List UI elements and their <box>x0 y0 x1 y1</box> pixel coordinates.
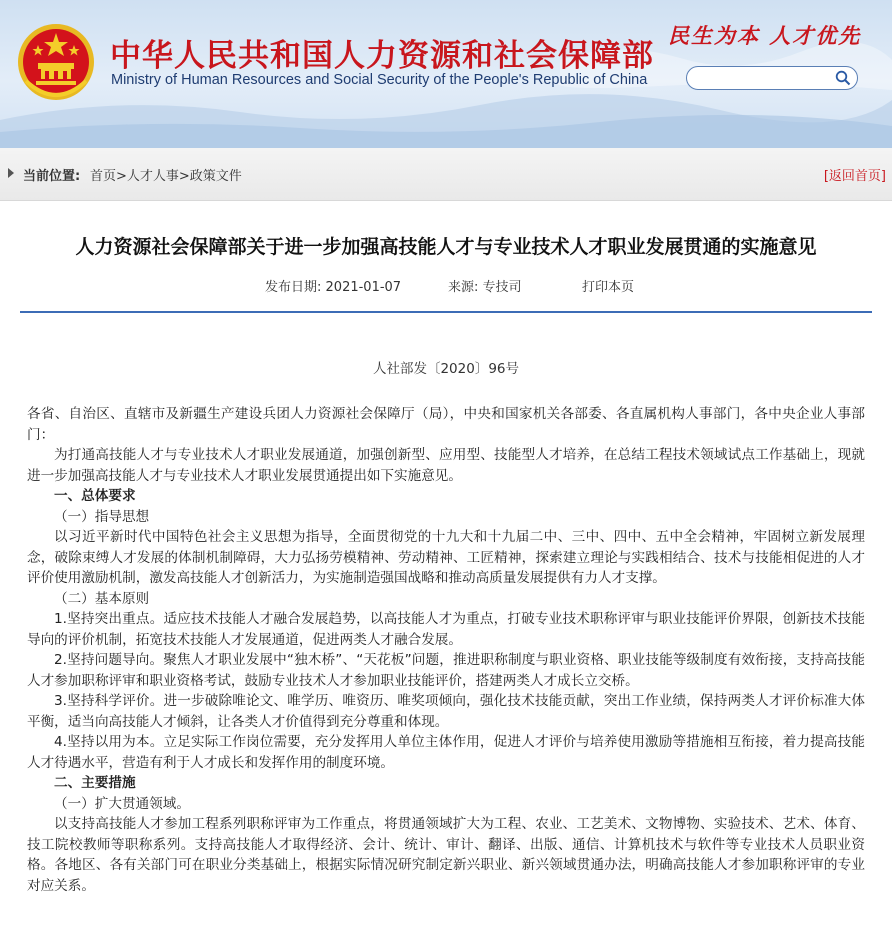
publish-date-value: 2021-01-07 <box>325 280 402 295</box>
back-home-link[interactable]: [返回首页] <box>823 169 886 184</box>
site-title-cn: 中华人民共和国人力资源和社会保障部 <box>110 38 654 74</box>
paragraph: 为打通高技能人才与专业技术人才职业发展通道，加强创新型、应用型、技能型人才培养，在总结工程技术领域试点工作基础上，现就进一步加强高技能人才与专业技术人才职业发展贯通提出如下实施意见。 <box>27 447 865 484</box>
section-heading: 二、主要措施 <box>54 775 136 791</box>
title-divider <box>20 311 872 313</box>
paragraph: 4.坚持以用为本。立足实际工作岗位需要，充分发挥用人单位主体作用，促进人才评价与培养使用激励等措施相互衔接，着力提高技能人才待遇水平，营造有利于人才成长和发挥作用的制度环境。 <box>27 734 865 771</box>
paragraph: 3.坚持科学评价。进一步破除唯论文、唯学历、唯资历、唯奖项倾向，强化技术技能贡献，突出工作业绩，保持两类人才评价标准大体平衡，适当向高技能人才倾斜，让各类人才价值得到充分尊重和体现。 <box>27 693 865 730</box>
print-link[interactable]: 打印本页 <box>582 280 635 295</box>
subsection-heading: （一）扩大贯通领域。 <box>54 795 190 812</box>
breadcrumb <box>0 148 892 201</box>
national-emblem-icon <box>16 21 96 103</box>
subsection-heading: （二）基本原则 <box>54 590 150 607</box>
subsection-heading: （一）指导思想 <box>54 508 150 525</box>
paragraph: 以习近平新时代中国特色社会主义思想为指导，全面贯彻党的十九大和十九届二中、三中、四中、五中全会精神，牢固树立新发展理念，破除束缚人才发展的体制机制障碍，大力弘扬劳模精神、劳动精神、工匠精神，探索建立理论与实践相结合、技术与技能相促进的人才评价使用激励机制，激发高技能人才创新活力，为实施制造强国战略和推动高质量发展提供有力人才支撑。 <box>27 529 865 586</box>
document-number: 人社部发〔2020〕96号 <box>372 361 520 377</box>
breadcrumb-path[interactable]: 首页>人才人事>政策文件 <box>90 169 242 184</box>
source-label: 来源: <box>448 280 479 295</box>
site-title-en: Ministry of Human Resources and Social Security of the People's Republic of China <box>111 72 648 88</box>
paragraph: 2.坚持问题导向。聚焦人才职业发展中“独木桥”、“天花板”问题，推进职称制度与职业资格、职业技能等级制度有效衔接，支持高技能人才参加职称评审和职业资格考试，鼓励专业技术人才参加职业技能评价，搭建两类人才成长立交桥。 <box>27 652 865 689</box>
article-title: 人力资源社会保障部关于进一步加强高技能人才与专业技术人才职业发展贯通的实施意见 <box>75 236 817 258</box>
search-input[interactable] <box>686 66 858 90</box>
breadcrumb-arrow-icon <box>8 168 14 178</box>
header-banner <box>0 0 892 148</box>
search-icon[interactable] <box>835 70 851 86</box>
section-heading: 一、总体要求 <box>54 488 136 504</box>
publish-date <box>265 276 401 295</box>
source-value: 专技司 <box>482 280 522 295</box>
paragraph: 以支持高技能人才参加工程系列职称评审为工作重点，将贯通领域扩大为工程、农业、工艺美术、文物博物、实验技术、艺术、体育、技工院校教师等职称系列。支持高技能人才取得经济、会计、统计、审计、翻译、出版、通信、计算机技术与软件等专业技术人员职业资格。各地区、各有关部门可在职业分类基础上，根据实际情况研究制定新兴职业、新兴领域贯通办法，明确高技能人才参加职称评审的专业对应关系。 <box>27 816 865 894</box>
article-source <box>448 276 522 295</box>
article-body <box>27 404 865 896</box>
slogan: 民生为本 人才优先 <box>668 23 862 48</box>
breadcrumb-label: 当前位置: <box>23 169 81 184</box>
salutation: 各省、自治区、直辖市及新疆生产建设兵团人力资源社会保障厅（局），中央和国家机关各部委、各直属机构人事部门，各中央企业人事部门： <box>27 406 865 443</box>
paragraph: 1.坚持突出重点。适应技术技能人才融合发展趋势，以高技能人才为重点，打破专业技术职称评审与职业技能评价界限，创新技术技能导向的评价机制，拓宽技术技能人才发展通道，促进两类人才融合发展。 <box>27 611 865 648</box>
publish-date-label: 发布日期: <box>265 280 322 295</box>
